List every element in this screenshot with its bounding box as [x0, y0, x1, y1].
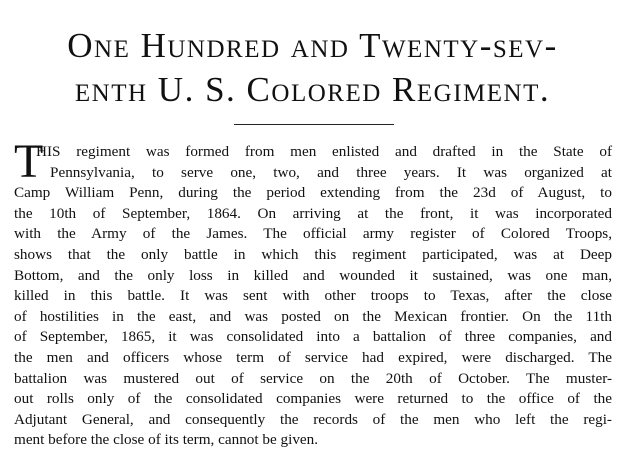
article-line-2: Pennsylvania, to serve one, two, and three years. It was organized at	[50, 163, 612, 181]
article-line-14: Adjutant General, and consequently the records of the men who left the regi-	[14, 410, 612, 428]
article-line-12: battalion was mustered out of service on the 20th of October. The muster-	[14, 369, 612, 387]
title-divider	[234, 124, 394, 125]
article-line-8: killed in this battle. It was sent with other troops to Texas, after the close	[14, 287, 612, 305]
article-line-10: of September, 1865, it was consolidated into a battalion of three companies, and	[14, 328, 612, 346]
article-line-15: ment before the close of its term, cannot be given.	[14, 431, 319, 449]
page-title-line-2: enth U. S. Colored Regiment.	[74, 70, 551, 109]
article-line-11: the men and officers whose term of service had expired, were discharged. The	[14, 348, 612, 366]
article-line-3: Camp William Penn, during the period extending from the 23d of August, to	[14, 184, 612, 202]
article-line-9: of hostilities in the east, and was posted on the Mexican frontier. On the 11th	[14, 307, 612, 325]
article-line-5: with the Army of the James. The official army register of Colored Troops,	[14, 225, 612, 243]
article-body	[14, 135, 612, 451]
article-line-6: shows that the only battle in which this regiment participated, was at Deep	[14, 245, 612, 263]
article-line-1: HIS regiment was formed from men enlisted and drafted in the State of	[36, 143, 612, 160]
drop-cap-letter: T	[14, 135, 44, 188]
article-line-4: the 10th of September, 1864. On arriving at the front, it was incorporated	[14, 204, 612, 222]
page-title-line-1: One Hundred and Twenty-sev-	[67, 26, 558, 65]
article-line-7: Bottom, and the only loss in killed and wounded it sustained, was one man,	[14, 266, 612, 284]
article-line-13: out rolls only of the consolidated companies were returned to the office of the	[14, 390, 612, 408]
